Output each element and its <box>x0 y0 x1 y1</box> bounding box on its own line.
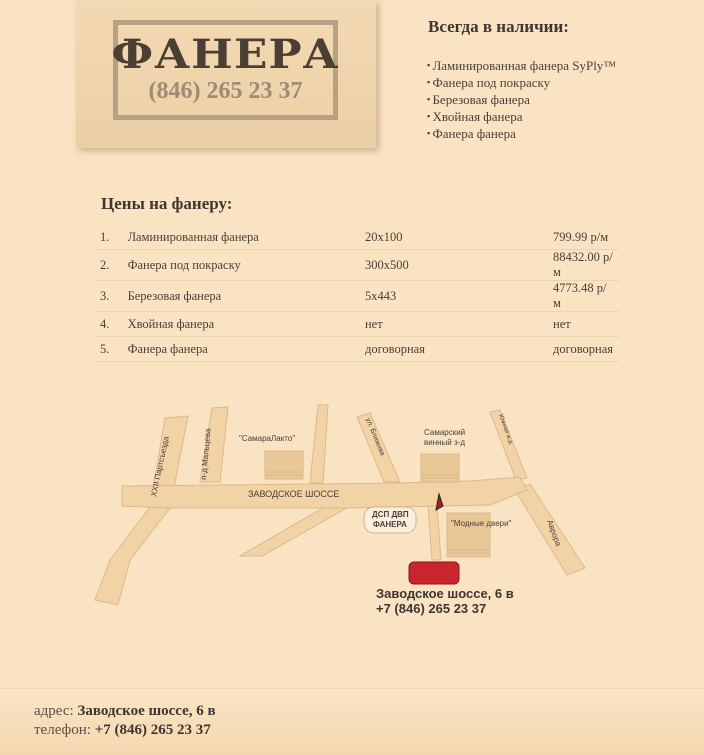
label-avrora: Аврора <box>545 518 563 548</box>
footer <box>0 688 704 755</box>
cell-size: 5x443 <box>359 281 547 312</box>
stock-list <box>427 57 616 142</box>
map-phone-line: +7 (846) 265 23 37 <box>376 601 487 616</box>
location-map[interactable] <box>0 395 704 635</box>
label-xxii: XXII Партсъезда <box>149 435 171 498</box>
road-xxii <box>95 416 188 605</box>
warehouse-icon <box>409 562 459 584</box>
cell-price: 799.99 р/м <box>547 225 619 250</box>
footer-phone: +7 (846) 265 23 37 <box>94 722 211 738</box>
table-row <box>94 225 619 250</box>
bubble-line-1: ДСП ДВП <box>372 510 409 519</box>
prices-title: Цены на фанеру: <box>101 194 233 213</box>
bubble-line-2: ФАНЕРА <box>373 520 407 529</box>
table-row <box>94 281 619 312</box>
price-table <box>94 225 619 362</box>
road-small <box>428 505 441 560</box>
footer-phone-label: телефон: <box>34 722 91 738</box>
cell-size: договорная <box>359 337 547 362</box>
map-address-line: Заводское шоссе, 6 в <box>376 586 514 601</box>
cell-name: Фанера под покраску <box>122 250 359 281</box>
stock-title: Всегда в наличии: <box>428 17 569 36</box>
cell-price: 88432.00 р/м <box>547 250 619 281</box>
cell-name: Березовая фанера <box>122 281 359 312</box>
cell-price: договорная <box>547 337 619 362</box>
cell-n: 3. <box>94 281 122 312</box>
label-maltseva: п-д Мальцева <box>199 428 213 481</box>
list-item: ▪ Березовая фанера <box>427 91 616 108</box>
label-samaralakto: "СамараЛакто" <box>239 434 296 443</box>
table-row <box>94 337 619 362</box>
list-item: ▪ Фанера фанера <box>427 125 616 142</box>
label-south: Южная ж.д. <box>497 413 514 447</box>
cell-name: Хвойная фанера <box>122 312 359 337</box>
table-row <box>94 312 619 337</box>
cell-size: нет <box>359 312 547 337</box>
table-row <box>94 250 619 281</box>
logo-phone: (846) 265 23 37 <box>148 78 303 104</box>
cell-name: Ламинированная фанера <box>122 225 359 250</box>
logo[interactable] <box>113 20 338 120</box>
cell-n: 2. <box>94 250 122 281</box>
map-address <box>376 586 514 616</box>
cell-n: 1. <box>94 225 122 250</box>
cell-price: нет <box>547 312 619 337</box>
cell-price: 4773.48 р/м <box>547 281 619 312</box>
label-winery-2: винный з-д <box>424 438 465 447</box>
list-item: ▪ Хвойная фанера <box>427 108 616 125</box>
label-blizhnyaya: ул. Ближняя <box>364 417 386 457</box>
cell-size: 300x500 <box>359 250 547 281</box>
label-doors: "Модные двери" <box>451 519 512 528</box>
logo-title: ФАНЕРА <box>111 31 340 78</box>
label-winery-1: Самарский <box>424 428 466 437</box>
cell-n: 5. <box>94 337 122 362</box>
list-item: ▪ Ламинированная фанера SyPly™ <box>427 57 616 74</box>
label-main-road: ЗАВОДСКОЕ ШОССЕ <box>248 489 340 499</box>
road-diagonal <box>240 505 352 556</box>
footer-address-label: адрес: <box>34 703 74 719</box>
cell-n: 4. <box>94 312 122 337</box>
list-item: ▪ Фанера под покраску <box>427 74 616 91</box>
footer-address: Заводское шоссе, 6 в <box>77 703 216 719</box>
building-samaralakto <box>265 451 303 479</box>
cell-size: 20x100 <box>359 225 547 250</box>
road-vertical <box>310 405 328 483</box>
cell-name: Фанера фанера <box>122 337 359 362</box>
building-winery <box>421 454 459 482</box>
